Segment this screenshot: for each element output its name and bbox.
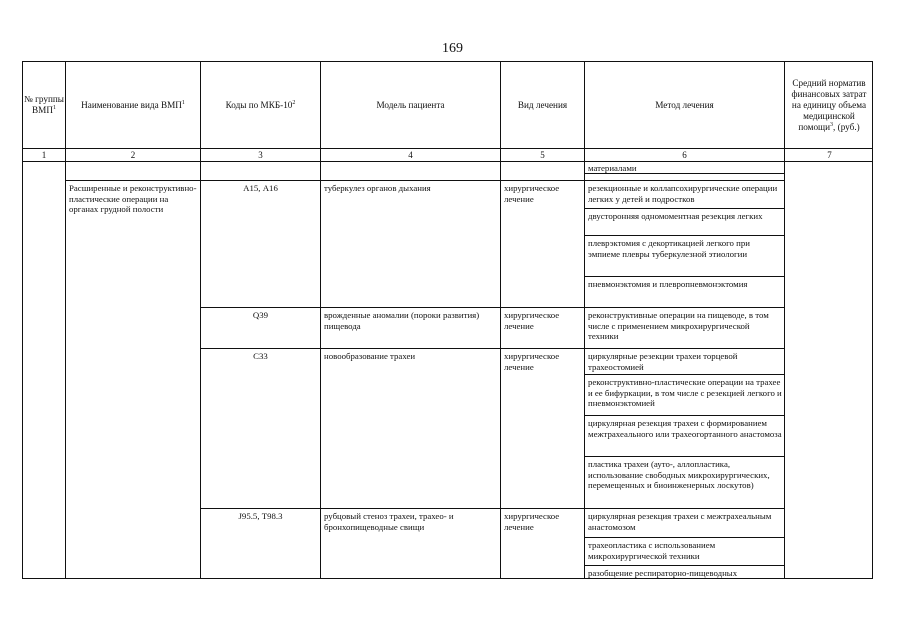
row-4-method-1: циркулярная резекция трахеи с межтрахеальным анастомозом bbox=[588, 511, 772, 532]
header-norm-unit: , (руб.) bbox=[833, 121, 860, 132]
page-number: 169 bbox=[442, 41, 463, 56]
header-norm-label: Средний норматив финансовых затрат на единицу объема медицинской помощи bbox=[791, 77, 867, 132]
row-4-method-2: трахеопластика с использованием микрохирургической техники bbox=[588, 540, 716, 561]
group-name: Расширенные и реконструктивно-пластические операции на органах грудной полости bbox=[69, 183, 197, 215]
vmp-table bbox=[22, 61, 873, 579]
header-name bbox=[66, 62, 200, 148]
header-group-sup: 1 bbox=[52, 104, 56, 111]
row-4-treatment: хирургическое лечение bbox=[504, 511, 560, 532]
header-norm bbox=[787, 62, 871, 148]
header-method: Метод лечения bbox=[655, 99, 714, 110]
column-number-3: 3 bbox=[258, 150, 263, 160]
carryover-method: материалами bbox=[588, 163, 637, 173]
row-2-model: врожденные аномалии (пороки развития) пищевода bbox=[324, 310, 480, 331]
column-number-5: 5 bbox=[540, 150, 545, 160]
row-4-codes: J95.5, Т98.3 bbox=[238, 511, 283, 521]
header-codes-sup: 2 bbox=[292, 99, 296, 106]
row-2-method-1: реконструктивные операции на пищеводе, в том числе с применением микрохирургической техники bbox=[588, 310, 769, 342]
row-1-model: туберкулез органов дыхания bbox=[324, 183, 431, 193]
column-number-1: 1 bbox=[41, 150, 47, 160]
header-name-sup: 1 bbox=[181, 99, 185, 106]
row-3-method-1: циркулярные резекции трахеи торцевой трахеостомией bbox=[588, 351, 738, 372]
row-3-model: новообразование трахеи bbox=[324, 351, 416, 361]
row-1-method-4: пневмонэктомия и плевропневмонэктомия bbox=[588, 279, 748, 289]
row-3-method-4: пластика трахеи (ауто-, аллопластика, использование свободных микрохирургических, перемещенных и биоинженерных лоскутов) bbox=[588, 459, 770, 491]
row-1-codes: А15, А16 bbox=[243, 183, 278, 193]
column-number-7: 7 bbox=[827, 150, 832, 160]
column-number-2: 2 bbox=[130, 150, 136, 160]
header-codes bbox=[201, 62, 320, 148]
row-3-treatment: хирургическое лечение bbox=[504, 351, 560, 372]
row-3-method-3: циркулярная резекция трахеи с формированием межтрахеального или трахеогортанного анастомоза bbox=[588, 418, 782, 439]
row-2-codes: Q39 bbox=[252, 310, 269, 320]
header-group bbox=[23, 62, 65, 148]
row-2-treatment: хирургическое лечение bbox=[504, 310, 560, 331]
row-4-method-3: разобщение респираторно-пищеводных bbox=[588, 568, 738, 578]
header-norm-sup: 3 bbox=[830, 121, 834, 128]
column-number-6: 6 bbox=[682, 150, 687, 160]
row-1-method-2: двусторонняя одномоментная резекция легких bbox=[588, 211, 763, 221]
header-codes-label: Коды по МКБ-10 bbox=[225, 99, 293, 110]
row-1-method-1: резекционные и коллапсохирургические операции легких у детей и подростков bbox=[588, 183, 778, 204]
header-group-label: № группы ВМП bbox=[24, 94, 64, 115]
row-4-model: рубцовый стеноз трахеи, трахео- и бронхопищеводные свищи bbox=[324, 511, 454, 532]
row-3-codes: С33 bbox=[253, 351, 268, 361]
header-model: Модель пациента bbox=[376, 99, 445, 110]
header-treatment: Вид лечения bbox=[517, 99, 568, 110]
row-1-method-3: плеврэктомия с декортикацией легкого при эмпиеме плевры туберкулезной этиологии bbox=[588, 238, 750, 259]
row-1-treatment: хирургическое лечение bbox=[504, 183, 560, 204]
column-number-4: 4 bbox=[408, 150, 413, 160]
header-name-label: Наименование вида ВМП bbox=[81, 99, 182, 110]
row-3-method-2: реконструктивно-пластические операции на трахее и ее бифуркации, в том числе с резекцией легкого и пневмонэктомией bbox=[588, 377, 782, 409]
